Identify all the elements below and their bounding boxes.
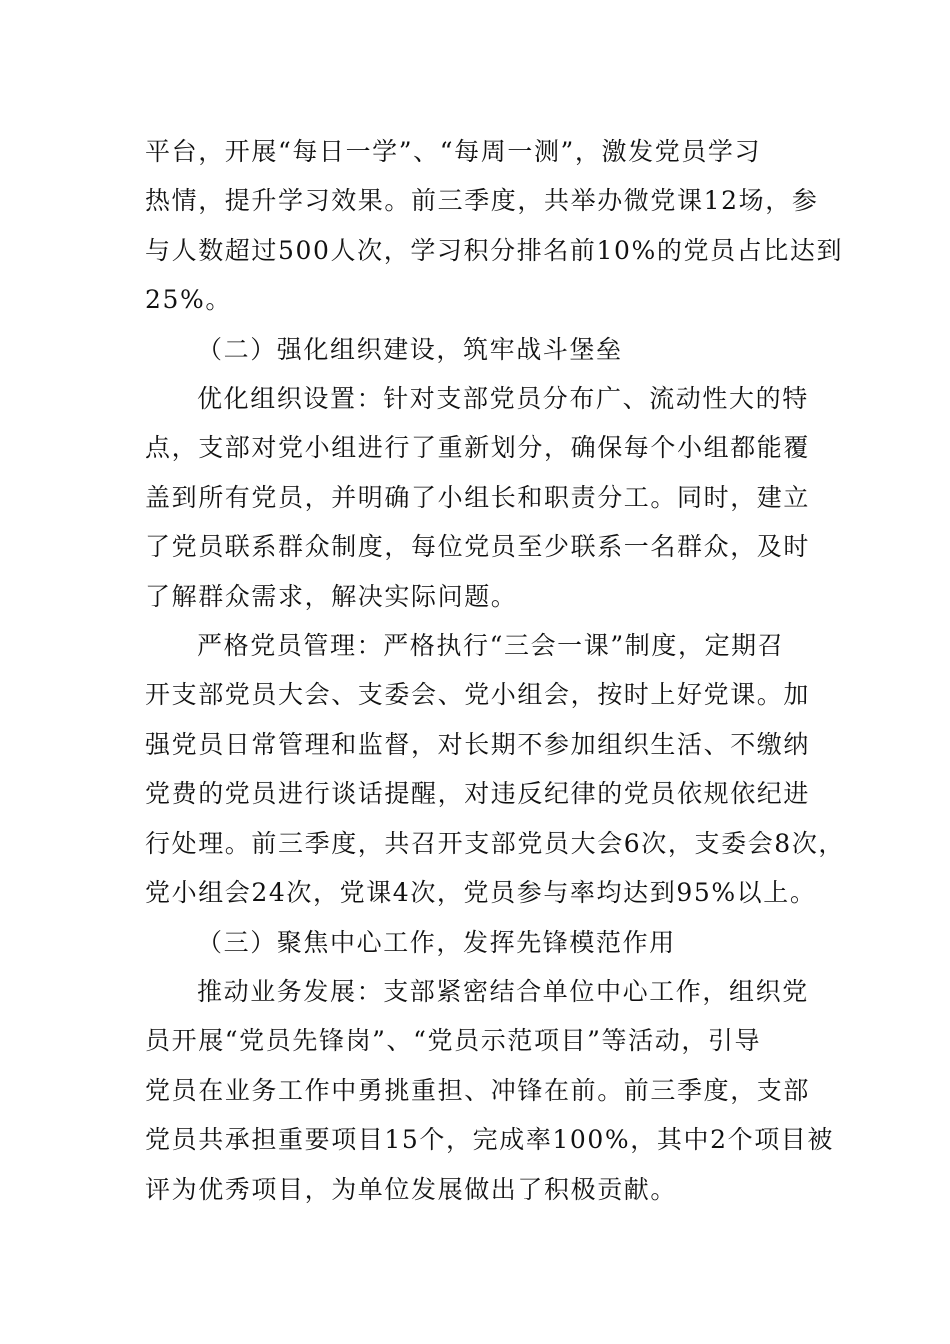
text-line: 优化组织设置：针对支部党员分布广、流动性大的特	[197, 384, 809, 414]
text-line: 了解群众需求，解决实际问题。	[145, 581, 518, 611]
text-line: 党费的党员进行谈话提醒，对违反纪律的党员依规依纪进	[145, 779, 811, 809]
heading-text: （二）强化组织建设，筑牢战斗堡垒	[197, 334, 623, 364]
text-line: 员开展“党员先锋岗”、“党员示范项目”等活动，引导	[145, 1026, 762, 1056]
text-line: 点，支部对党小组进行了重新划分，确保每个小组都能覆	[145, 433, 811, 463]
paragraph-study-platform	[145, 127, 844, 325]
text-line: 了党员联系群众制度，每位党员至少联系一名群众，及时	[145, 532, 811, 562]
text-line: 党员共承担重要项目15个，完成率100%，其中2个项目被	[145, 1125, 834, 1155]
paragraph-optimize-organization	[145, 374, 810, 621]
section-heading-organization	[145, 325, 810, 374]
text-line: 热情，提升学习效果。前三季度，共举办微党课12场，参	[145, 186, 819, 216]
text-line: 党小组会24次，党课4次，党员参与率均达到95%以上。	[145, 878, 817, 908]
section-heading-central-work	[145, 918, 810, 967]
heading-text: （三）聚焦中心工作，发挥先锋模范作用	[197, 927, 676, 957]
text-line: 25%。	[145, 285, 232, 315]
text-line: 评为优秀项目，为单位发展做出了积极贡献。	[145, 1174, 678, 1204]
text-line: 党员在业务工作中勇挑重担、冲锋在前。前三季度，支部	[145, 1075, 811, 1105]
text-line: 与人数超过500人次，学习积分排名前10%的党员占比达到	[145, 235, 844, 265]
paragraph-business-development	[145, 967, 834, 1214]
text-line: 严格党员管理：严格执行“三会一课”制度，定期召	[197, 631, 785, 661]
text-line: 强党员日常管理和监督，对长期不参加组织生活、不缴纳	[145, 729, 811, 759]
document-page	[145, 127, 846, 1214]
text-line: 平台，开展“每日一学”、“每周一测”，激发党员学习	[145, 137, 762, 166]
text-line: 推动业务发展：支部紧密结合单位中心工作，组织党	[197, 976, 809, 1006]
text-line: 盖到所有党员，并明确了小组长和职责分工。同时，建立	[145, 482, 811, 512]
text-line: 行处理。前三季度，共召开支部党员大会6次，支委会8次，	[145, 828, 846, 858]
text-line: 开支部党员大会、支委会、党小组会，按时上好党课。加	[145, 680, 811, 710]
paragraph-member-management	[145, 621, 846, 917]
